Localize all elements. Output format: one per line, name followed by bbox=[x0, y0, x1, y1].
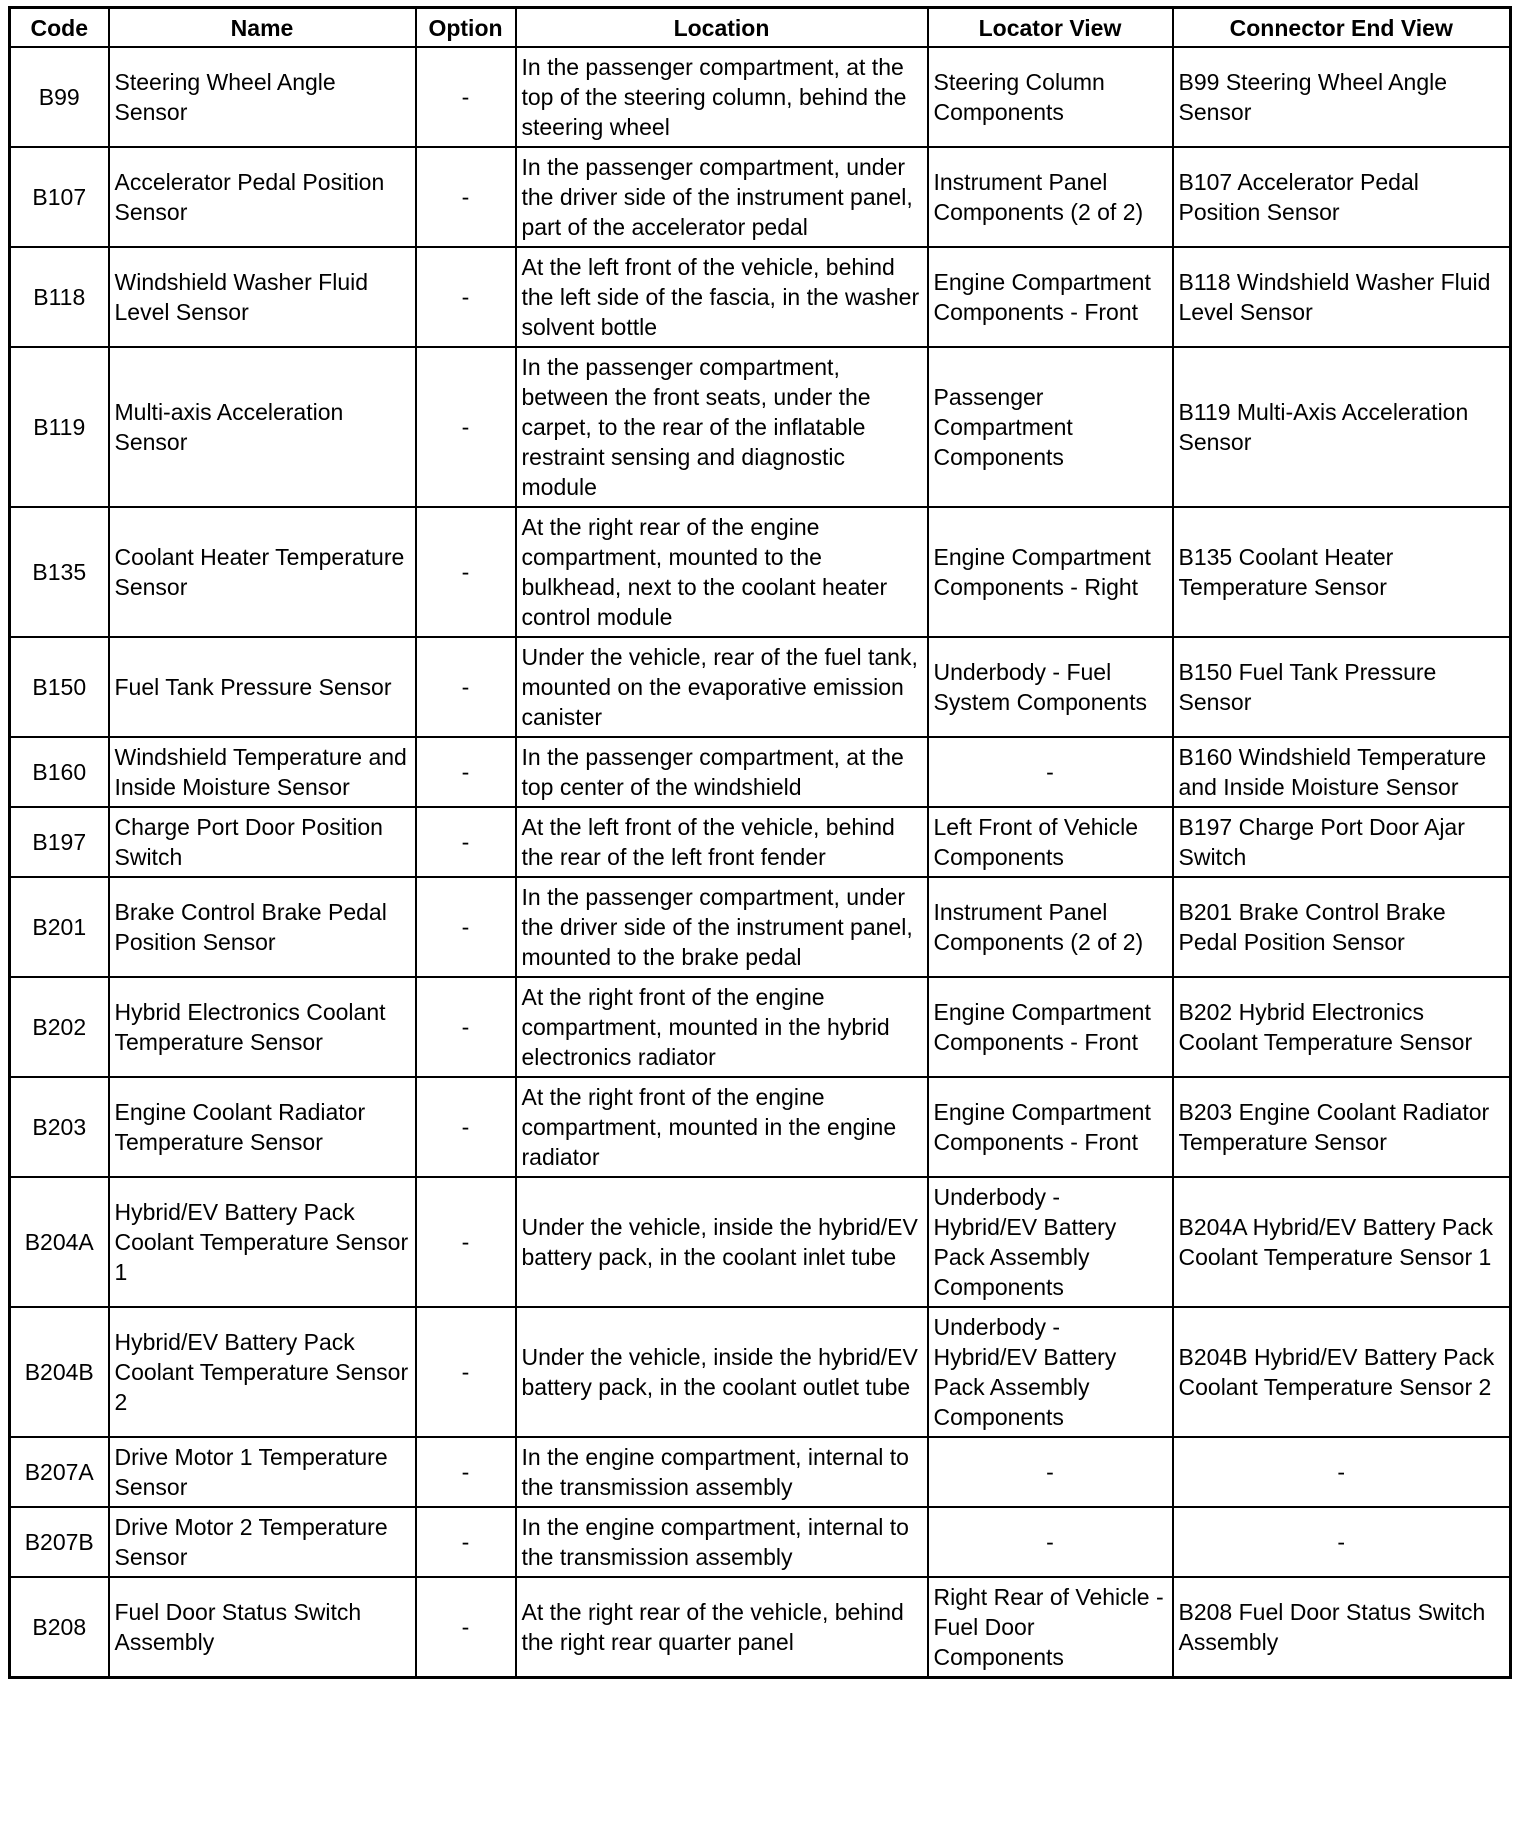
code-cell: B201 bbox=[10, 877, 109, 977]
name-cell: Engine Coolant Radiator Temperature Sensor bbox=[109, 1077, 416, 1177]
code-cell: B208 bbox=[10, 1577, 109, 1678]
connector-end-view-cell: - bbox=[1173, 1507, 1511, 1577]
connector-end-view-cell: B118 Windshield Washer Fluid Level Sensor bbox=[1173, 247, 1511, 347]
connector-end-view-cell: B135 Coolant Heater Temperature Sensor bbox=[1173, 507, 1511, 637]
location-cell: Under the vehicle, rear of the fuel tank, mounted on the evaporative emission canister bbox=[516, 637, 928, 737]
locator-view-cell: - bbox=[928, 737, 1173, 807]
connector-end-view-cell: - bbox=[1173, 1437, 1511, 1507]
option-cell: - bbox=[416, 147, 516, 247]
connector-end-view-cell: B119 Multi-Axis Acceleration Sensor bbox=[1173, 347, 1511, 507]
name-cell: Drive Motor 2 Temperature Sensor bbox=[109, 1507, 416, 1577]
locator-view-cell: Underbody - Hybrid/EV Battery Pack Assembly Components bbox=[928, 1177, 1173, 1307]
location-cell: In the passenger compartment, at the top of the steering column, behind the steering wheel bbox=[516, 47, 928, 147]
header-code: Code bbox=[10, 8, 109, 48]
name-cell: Hybrid Electronics Coolant Temperature Sensor bbox=[109, 977, 416, 1077]
code-cell: B204B bbox=[10, 1307, 109, 1437]
locator-view-cell: Engine Compartment Components - Front bbox=[928, 247, 1173, 347]
name-cell: Steering Wheel Angle Sensor bbox=[109, 47, 416, 147]
code-cell: B203 bbox=[10, 1077, 109, 1177]
table-row bbox=[10, 347, 1511, 507]
name-cell: Hybrid/EV Battery Pack Coolant Temperature Sensor 1 bbox=[109, 1177, 416, 1307]
option-cell: - bbox=[416, 1077, 516, 1177]
table-row bbox=[10, 1177, 1511, 1307]
locator-view-cell: Passenger Compartment Components bbox=[928, 347, 1173, 507]
option-cell: - bbox=[416, 247, 516, 347]
location-cell: At the right front of the engine compartment, mounted in the engine radiator bbox=[516, 1077, 928, 1177]
locator-view-cell: Engine Compartment Components - Front bbox=[928, 977, 1173, 1077]
locator-view-cell: Steering Column Components bbox=[928, 47, 1173, 147]
header-row bbox=[10, 8, 1511, 48]
location-cell: In the engine compartment, internal to the transmission assembly bbox=[516, 1507, 928, 1577]
table-row bbox=[10, 1507, 1511, 1577]
option-cell: - bbox=[416, 637, 516, 737]
table-row bbox=[10, 507, 1511, 637]
location-cell: At the right rear of the engine compartment, mounted to the bulkhead, next to the coolant heater control module bbox=[516, 507, 928, 637]
locator-view-cell: Instrument Panel Components (2 of 2) bbox=[928, 147, 1173, 247]
table-row bbox=[10, 47, 1511, 147]
location-cell: In the passenger compartment, between the front seats, under the carpet, to the rear of the inflatable restraint sensing and diagnostic module bbox=[516, 347, 928, 507]
option-cell: - bbox=[416, 1307, 516, 1437]
location-cell: In the passenger compartment, at the top center of the windshield bbox=[516, 737, 928, 807]
locator-view-cell: Left Front of Vehicle Components bbox=[928, 807, 1173, 877]
locator-view-cell: Right Rear of Vehicle - Fuel Door Components bbox=[928, 1577, 1173, 1678]
connector-end-view-cell: B197 Charge Port Door Ajar Switch bbox=[1173, 807, 1511, 877]
option-cell: - bbox=[416, 347, 516, 507]
location-cell: In the engine compartment, internal to the transmission assembly bbox=[516, 1437, 928, 1507]
location-cell: In the passenger compartment, under the driver side of the instrument panel, mounted to the brake pedal bbox=[516, 877, 928, 977]
table-row bbox=[10, 977, 1511, 1077]
table-row bbox=[10, 1307, 1511, 1437]
option-cell: - bbox=[416, 977, 516, 1077]
option-cell: - bbox=[416, 877, 516, 977]
option-cell: - bbox=[416, 807, 516, 877]
name-cell: Fuel Tank Pressure Sensor bbox=[109, 637, 416, 737]
location-cell: Under the vehicle, inside the hybrid/EV battery pack, in the coolant outlet tube bbox=[516, 1307, 928, 1437]
option-cell: - bbox=[416, 1177, 516, 1307]
name-cell: Windshield Temperature and Inside Moisture Sensor bbox=[109, 737, 416, 807]
header-name: Name bbox=[109, 8, 416, 48]
component-locator-table bbox=[8, 6, 1512, 1679]
header-connector-end-view: Connector End View bbox=[1173, 8, 1511, 48]
connector-end-view-cell: B203 Engine Coolant Radiator Temperature Sensor bbox=[1173, 1077, 1511, 1177]
code-cell: B207B bbox=[10, 1507, 109, 1577]
option-cell: - bbox=[416, 737, 516, 807]
locator-view-cell: - bbox=[928, 1437, 1173, 1507]
code-cell: B197 bbox=[10, 807, 109, 877]
locator-view-cell: Instrument Panel Components (2 of 2) bbox=[928, 877, 1173, 977]
option-cell: - bbox=[416, 1507, 516, 1577]
option-cell: - bbox=[416, 47, 516, 147]
connector-end-view-cell: B204A Hybrid/EV Battery Pack Coolant Temperature Sensor 1 bbox=[1173, 1177, 1511, 1307]
name-cell: Coolant Heater Temperature Sensor bbox=[109, 507, 416, 637]
header-locator-view: Locator View bbox=[928, 8, 1173, 48]
locator-view-cell: Underbody - Fuel System Components bbox=[928, 637, 1173, 737]
connector-end-view-cell: B150 Fuel Tank Pressure Sensor bbox=[1173, 637, 1511, 737]
name-cell: Multi-axis Acceleration Sensor bbox=[109, 347, 416, 507]
name-cell: Accelerator Pedal Position Sensor bbox=[109, 147, 416, 247]
locator-view-cell: Engine Compartment Components - Front bbox=[928, 1077, 1173, 1177]
header-option: Option bbox=[416, 8, 516, 48]
option-cell: - bbox=[416, 1437, 516, 1507]
connector-end-view-cell: B208 Fuel Door Status Switch Assembly bbox=[1173, 1577, 1511, 1678]
code-cell: B119 bbox=[10, 347, 109, 507]
connector-end-view-cell: B201 Brake Control Brake Pedal Position Sensor bbox=[1173, 877, 1511, 977]
location-cell: At the left front of the vehicle, behind the rear of the left front fender bbox=[516, 807, 928, 877]
connector-end-view-cell: B202 Hybrid Electronics Coolant Temperature Sensor bbox=[1173, 977, 1511, 1077]
location-cell: In the passenger compartment, under the driver side of the instrument panel, part of the accelerator pedal bbox=[516, 147, 928, 247]
code-cell: B107 bbox=[10, 147, 109, 247]
connector-end-view-cell: B99 Steering Wheel Angle Sensor bbox=[1173, 47, 1511, 147]
code-cell: B204A bbox=[10, 1177, 109, 1307]
location-cell: At the right rear of the vehicle, behind the right rear quarter panel bbox=[516, 1577, 928, 1678]
table-row bbox=[10, 1437, 1511, 1507]
connector-end-view-cell: B204B Hybrid/EV Battery Pack Coolant Temperature Sensor 2 bbox=[1173, 1307, 1511, 1437]
header-location: Location bbox=[516, 8, 928, 48]
locator-view-cell: - bbox=[928, 1507, 1173, 1577]
code-cell: B99 bbox=[10, 47, 109, 147]
name-cell: Fuel Door Status Switch Assembly bbox=[109, 1577, 416, 1678]
code-cell: B135 bbox=[10, 507, 109, 637]
table-row bbox=[10, 147, 1511, 247]
table-row bbox=[10, 807, 1511, 877]
location-cell: Under the vehicle, inside the hybrid/EV battery pack, in the coolant inlet tube bbox=[516, 1177, 928, 1307]
code-cell: B160 bbox=[10, 737, 109, 807]
code-cell: B118 bbox=[10, 247, 109, 347]
option-cell: - bbox=[416, 507, 516, 637]
table-row bbox=[10, 1577, 1511, 1678]
name-cell: Windshield Washer Fluid Level Sensor bbox=[109, 247, 416, 347]
table-row bbox=[10, 1077, 1511, 1177]
code-cell: B202 bbox=[10, 977, 109, 1077]
code-cell: B150 bbox=[10, 637, 109, 737]
location-cell: At the left front of the vehicle, behind the left side of the fascia, in the washer solvent bottle bbox=[516, 247, 928, 347]
name-cell: Hybrid/EV Battery Pack Coolant Temperature Sensor 2 bbox=[109, 1307, 416, 1437]
table-row bbox=[10, 877, 1511, 977]
option-cell: - bbox=[416, 1577, 516, 1678]
location-cell: At the right front of the engine compartment, mounted in the hybrid electronics radiator bbox=[516, 977, 928, 1077]
locator-view-cell: Underbody - Hybrid/EV Battery Pack Assembly Components bbox=[928, 1307, 1173, 1437]
table-row bbox=[10, 247, 1511, 347]
table-row bbox=[10, 637, 1511, 737]
locator-view-cell: Engine Compartment Components - Right bbox=[928, 507, 1173, 637]
connector-end-view-cell: B160 Windshield Temperature and Inside Moisture Sensor bbox=[1173, 737, 1511, 807]
table-row bbox=[10, 737, 1511, 807]
connector-end-view-cell: B107 Accelerator Pedal Position Sensor bbox=[1173, 147, 1511, 247]
name-cell: Charge Port Door Position Switch bbox=[109, 807, 416, 877]
code-cell: B207A bbox=[10, 1437, 109, 1507]
name-cell: Brake Control Brake Pedal Position Sensor bbox=[109, 877, 416, 977]
name-cell: Drive Motor 1 Temperature Sensor bbox=[109, 1437, 416, 1507]
